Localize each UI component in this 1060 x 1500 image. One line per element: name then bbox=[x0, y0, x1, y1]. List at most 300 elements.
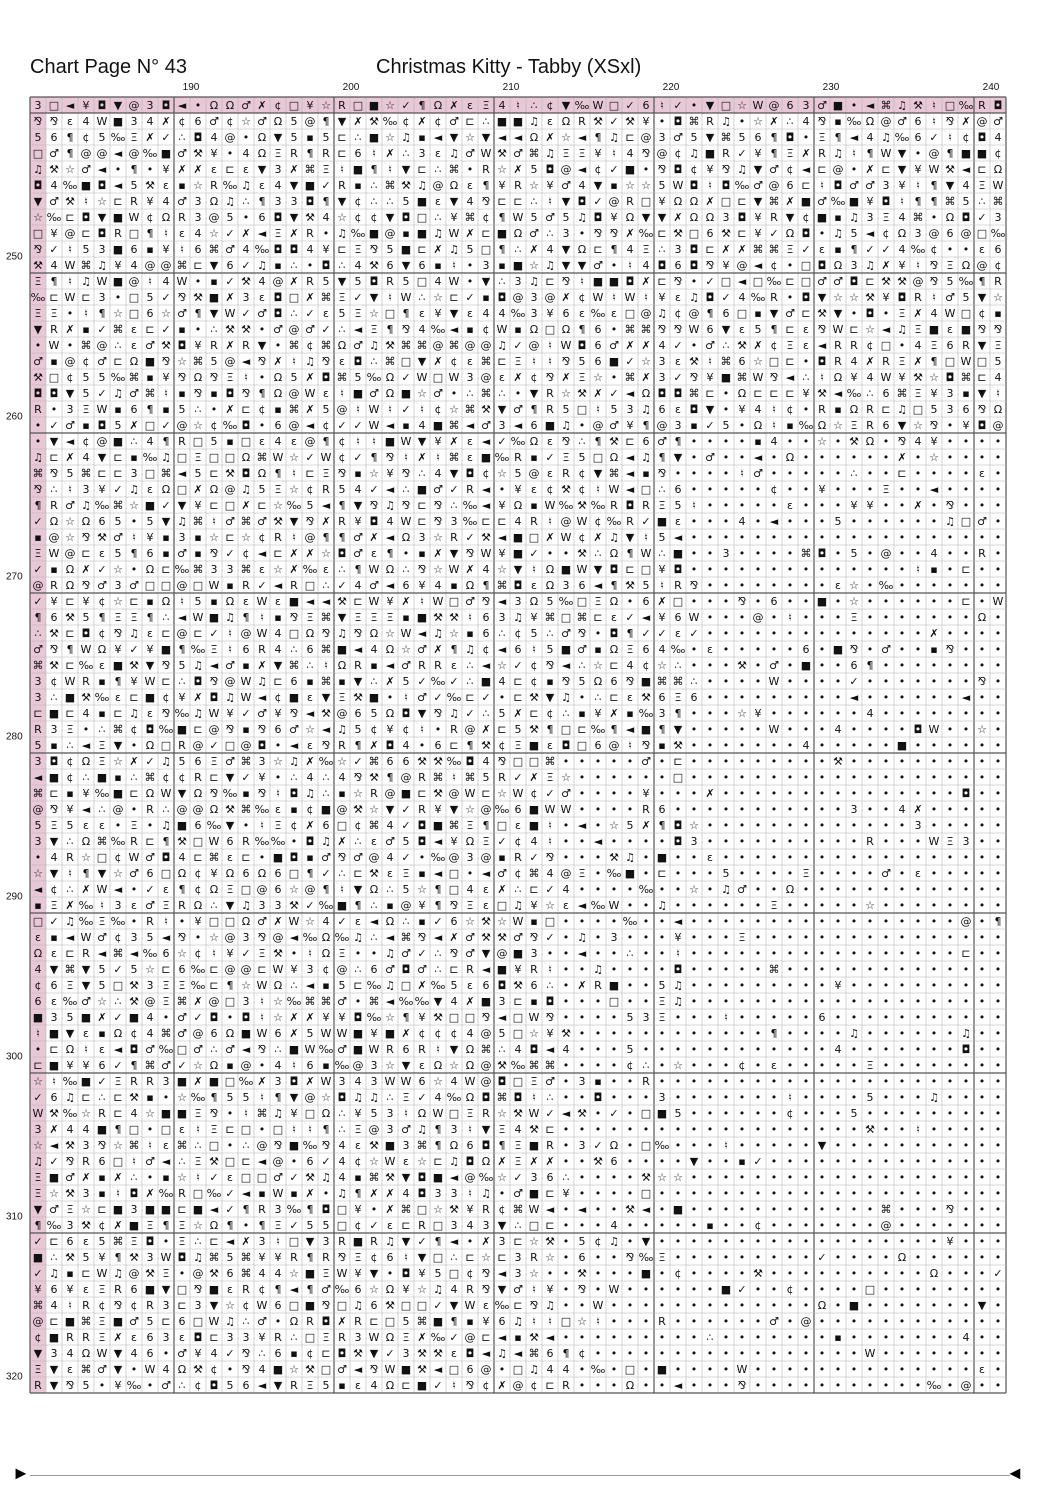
grid-symbol: ¶ bbox=[323, 883, 330, 896]
grid-symbol: @ bbox=[737, 259, 748, 272]
grid-symbol: ☆ bbox=[449, 627, 459, 640]
grid-symbol: ☆ bbox=[225, 1299, 235, 1312]
grid-symbol: R bbox=[546, 1139, 554, 1152]
grid-symbol: ▼ bbox=[706, 403, 715, 416]
grid-symbol: Ω bbox=[226, 595, 234, 608]
grid-symbol: @ bbox=[545, 291, 556, 304]
grid-symbol: • bbox=[403, 547, 410, 560]
grid-symbol: • bbox=[867, 691, 874, 704]
grid-symbol: Ξ bbox=[339, 291, 346, 304]
grid-symbol: Ξ bbox=[99, 1331, 106, 1344]
grid-symbol: ✗ bbox=[353, 115, 362, 128]
grid-symbol: ¢ bbox=[547, 483, 554, 496]
grid-symbol: • bbox=[611, 1171, 618, 1184]
grid-symbol: ♂ bbox=[433, 483, 443, 496]
grid-symbol: ▪ bbox=[210, 275, 217, 288]
grid-symbol: □ bbox=[129, 307, 139, 320]
grid-symbol: 3 bbox=[451, 1219, 458, 1232]
grid-symbol: ♂ bbox=[113, 531, 123, 544]
grid-symbol: • bbox=[931, 595, 938, 608]
grid-symbol: • bbox=[787, 787, 794, 800]
grid-symbol: • bbox=[963, 435, 970, 448]
grid-symbol: • bbox=[963, 979, 970, 992]
grid-symbol: Ω bbox=[386, 1379, 394, 1392]
grid-symbol: ◘ bbox=[242, 419, 251, 432]
grid-symbol: • bbox=[371, 947, 378, 960]
grid-symbol: ■ bbox=[273, 1363, 283, 1376]
grid-symbol: ε bbox=[707, 851, 713, 864]
grid-symbol: ¥ bbox=[83, 595, 90, 608]
grid-symbol: ⊏ bbox=[849, 323, 858, 336]
grid-symbol: ✓ bbox=[289, 1219, 298, 1232]
grid-symbol: • bbox=[979, 1267, 986, 1280]
grid-symbol: ⊏ bbox=[977, 371, 986, 384]
grid-symbol: • bbox=[691, 1299, 698, 1312]
grid-symbol: ¥ bbox=[659, 195, 666, 208]
grid-symbol: • bbox=[851, 531, 858, 544]
grid-symbol: • bbox=[35, 435, 42, 448]
grid-symbol: • bbox=[275, 771, 282, 784]
grid-symbol: ⊏ bbox=[801, 307, 810, 320]
grid-symbol: ¥ bbox=[547, 307, 554, 320]
grid-symbol: □ bbox=[145, 419, 155, 432]
grid-symbol: @ bbox=[481, 1059, 492, 1072]
grid-symbol: ♫ bbox=[513, 899, 523, 912]
grid-symbol: 3 bbox=[131, 931, 138, 944]
grid-symbol: • bbox=[931, 755, 938, 768]
grid-symbol: ■ bbox=[161, 147, 171, 160]
grid-symbol: 6 bbox=[243, 867, 250, 880]
grid-symbol: • bbox=[819, 1107, 826, 1120]
grid-symbol: ✗ bbox=[529, 1155, 538, 1168]
grid-symbol: • bbox=[691, 1203, 698, 1216]
grid-symbol: ⅋ bbox=[738, 1379, 747, 1392]
grid-symbol: • bbox=[707, 1091, 714, 1104]
grid-symbol: ✓ bbox=[33, 1267, 42, 1280]
grid-symbol: • bbox=[803, 1187, 810, 1200]
grid-symbol: ✗ bbox=[65, 899, 74, 912]
grid-symbol: • bbox=[691, 1091, 698, 1104]
grid-symbol: ♫ bbox=[497, 1347, 507, 1360]
grid-symbol: ◘ bbox=[306, 195, 315, 208]
grid-symbol: ☆ bbox=[529, 259, 539, 272]
grid-symbol: ▪ bbox=[178, 387, 185, 400]
grid-symbol: • bbox=[803, 1091, 810, 1104]
grid-symbol: ‰ bbox=[927, 1379, 942, 1392]
grid-symbol: 6 bbox=[403, 1043, 410, 1056]
grid-symbol: □ bbox=[449, 867, 459, 880]
grid-symbol: ▼ bbox=[402, 1059, 411, 1072]
grid-symbol: • bbox=[707, 483, 714, 496]
grid-symbol: 4 bbox=[371, 1379, 378, 1392]
grid-symbol: • bbox=[723, 451, 730, 464]
grid-symbol: ¶ bbox=[307, 1283, 314, 1296]
grid-symbol: 3 bbox=[35, 675, 42, 688]
grid-symbol: • bbox=[723, 995, 730, 1008]
grid-symbol: ⅋ bbox=[850, 643, 859, 656]
grid-symbol: 4 bbox=[323, 211, 330, 224]
grid-symbol: ✗ bbox=[81, 883, 90, 896]
grid-symbol: ♮ bbox=[548, 835, 552, 848]
grid-symbol: 3 bbox=[243, 931, 250, 944]
grid-symbol: ¢ bbox=[867, 339, 874, 352]
grid-symbol: • bbox=[883, 739, 890, 752]
grid-symbol: ◘ bbox=[834, 179, 843, 192]
grid-symbol: • bbox=[851, 995, 858, 1008]
grid-symbol: @ bbox=[401, 771, 412, 784]
grid-symbol: ♮ bbox=[948, 131, 952, 144]
grid-symbol: ⚒ bbox=[145, 1267, 155, 1280]
grid-symbol: • bbox=[771, 1267, 778, 1280]
grid-symbol: ¶ bbox=[771, 147, 778, 160]
grid-symbol: @ bbox=[209, 723, 220, 736]
grid-symbol: Ω bbox=[786, 451, 794, 464]
grid-symbol: @ bbox=[385, 227, 396, 240]
grid-symbol: • bbox=[595, 1203, 602, 1216]
grid-symbol: • bbox=[611, 1347, 618, 1360]
grid-symbol: • bbox=[755, 1283, 762, 1296]
grid-symbol: • bbox=[563, 947, 570, 960]
grid-symbol: @ bbox=[881, 1219, 892, 1232]
grid-symbol: ∴ bbox=[467, 387, 474, 400]
grid-symbol: Ξ bbox=[179, 979, 186, 992]
grid-symbol: ◘ bbox=[674, 115, 683, 128]
grid-symbol: □ bbox=[353, 99, 363, 112]
grid-symbol: ✗ bbox=[417, 1331, 426, 1344]
grid-symbol: • bbox=[787, 435, 794, 448]
grid-symbol: • bbox=[787, 1027, 794, 1040]
grid-symbol: • bbox=[883, 451, 890, 464]
grid-symbol: ¶ bbox=[211, 1091, 218, 1104]
grid-symbol: • bbox=[867, 723, 874, 736]
grid-symbol: • bbox=[787, 531, 794, 544]
grid-symbol: 5 bbox=[291, 371, 298, 384]
grid-symbol: ⌘ bbox=[609, 467, 620, 480]
grid-symbol: • bbox=[787, 1043, 794, 1056]
grid-symbol: ◘ bbox=[386, 739, 395, 752]
grid-symbol: ⅋ bbox=[946, 115, 955, 128]
grid-symbol: ▪ bbox=[578, 707, 585, 720]
grid-symbol: ✓ bbox=[625, 611, 634, 624]
grid-symbol: ■ bbox=[593, 275, 603, 288]
grid-symbol: • bbox=[899, 1315, 906, 1328]
grid-symbol: • bbox=[771, 1283, 778, 1296]
grid-symbol: 4 bbox=[451, 1075, 458, 1088]
grid-symbol: • bbox=[723, 1155, 730, 1168]
grid-symbol: ¶ bbox=[99, 611, 106, 624]
grid-symbol: 4 bbox=[659, 339, 666, 352]
grid-symbol: ⊏ bbox=[81, 547, 90, 560]
grid-symbol: ⚒ bbox=[449, 611, 459, 624]
grid-symbol: W bbox=[401, 627, 412, 640]
grid-symbol: • bbox=[915, 899, 922, 912]
grid-symbol: R bbox=[594, 979, 602, 992]
grid-symbol: ▼ bbox=[370, 1267, 379, 1280]
grid-symbol: • bbox=[739, 1011, 746, 1024]
grid-symbol: • bbox=[819, 1123, 826, 1136]
grid-symbol: • bbox=[835, 1203, 842, 1216]
grid-symbol: • bbox=[707, 707, 714, 720]
grid-symbol: • bbox=[691, 563, 698, 576]
grid-symbol: • bbox=[819, 1027, 826, 1040]
grid-symbol: ✗ bbox=[401, 595, 410, 608]
grid-symbol: • bbox=[691, 707, 698, 720]
grid-symbol: ▼ bbox=[50, 867, 59, 880]
grid-symbol: 5 bbox=[355, 275, 362, 288]
grid-symbol: Ω bbox=[226, 1027, 234, 1040]
grid-symbol: ∴ bbox=[179, 1379, 186, 1392]
grid-symbol: ♂ bbox=[129, 867, 139, 880]
grid-symbol: • bbox=[835, 899, 842, 912]
grid-symbol: • bbox=[851, 787, 858, 800]
grid-symbol: @ bbox=[289, 387, 300, 400]
grid-symbol: ‰ bbox=[591, 307, 606, 320]
grid-symbol: • bbox=[771, 1043, 778, 1056]
grid-symbol: R bbox=[66, 851, 74, 864]
grid-symbol: ‰ bbox=[303, 931, 318, 944]
grid-symbol: 6 bbox=[819, 1011, 826, 1024]
grid-symbol: ♫ bbox=[833, 147, 843, 160]
grid-symbol: ■ bbox=[657, 515, 667, 528]
grid-symbol: ♫ bbox=[897, 403, 907, 416]
grid-symbol: ⌘ bbox=[721, 355, 732, 368]
grid-symbol: Ξ bbox=[99, 739, 106, 752]
grid-symbol: @ bbox=[881, 115, 892, 128]
grid-symbol: ¥ bbox=[547, 1283, 554, 1296]
grid-symbol: □ bbox=[449, 1363, 459, 1376]
grid-symbol: Ω bbox=[626, 1379, 634, 1392]
grid-symbol: • bbox=[867, 979, 874, 992]
grid-symbol: ∴ bbox=[51, 1251, 58, 1264]
grid-symbol: 6 bbox=[275, 723, 282, 736]
grid-symbol: ⚒ bbox=[449, 1203, 459, 1216]
grid-symbol: • bbox=[819, 1347, 826, 1360]
grid-symbol: ✗ bbox=[305, 1187, 314, 1200]
grid-symbol: ⊏ bbox=[753, 387, 762, 400]
grid-symbol: ■ bbox=[929, 323, 939, 336]
grid-symbol: ¢ bbox=[323, 963, 330, 976]
grid-symbol: • bbox=[867, 995, 874, 1008]
grid-symbol: ♮ bbox=[420, 403, 424, 416]
grid-symbol: ▪ bbox=[466, 627, 473, 640]
grid-symbol: ✓ bbox=[657, 627, 666, 640]
grid-symbol: • bbox=[707, 1075, 714, 1088]
grid-symbol: ⊏ bbox=[353, 979, 362, 992]
grid-symbol: ✓ bbox=[337, 579, 346, 592]
grid-symbol: Ξ bbox=[371, 611, 378, 624]
grid-symbol: W bbox=[993, 179, 1004, 192]
grid-symbol: • bbox=[563, 1219, 570, 1232]
grid-symbol: 6 bbox=[291, 675, 298, 688]
grid-symbol: • bbox=[787, 515, 794, 528]
grid-symbol: • bbox=[739, 1203, 746, 1216]
grid-symbol: ◄ bbox=[642, 611, 651, 624]
grid-symbol: • bbox=[851, 1203, 858, 1216]
grid-symbol: Ω bbox=[610, 1139, 618, 1152]
grid-symbol: ⚒ bbox=[433, 611, 443, 624]
grid-symbol: R bbox=[306, 227, 314, 240]
grid-symbol: ‰ bbox=[431, 675, 446, 688]
grid-symbol: • bbox=[819, 1075, 826, 1088]
grid-symbol: @ bbox=[145, 259, 156, 272]
grid-symbol: W bbox=[385, 1075, 396, 1088]
grid-symbol: R bbox=[914, 291, 922, 304]
grid-symbol: ¶ bbox=[835, 131, 842, 144]
column-number: 200 bbox=[343, 82, 360, 93]
grid-symbol: ⅋ bbox=[114, 1299, 123, 1312]
grid-symbol: ▼ bbox=[178, 499, 187, 512]
grid-symbol: 6 bbox=[275, 883, 282, 896]
grid-symbol: ‰ bbox=[399, 995, 414, 1008]
row-number: 320 bbox=[6, 1372, 23, 1383]
grid-symbol: • bbox=[787, 1155, 794, 1168]
grid-symbol: ⌘ bbox=[881, 99, 892, 112]
grid-symbol: ∴ bbox=[787, 115, 794, 128]
grid-symbol: ε bbox=[115, 691, 121, 704]
grid-symbol: 3 bbox=[355, 1331, 362, 1344]
grid-symbol: Ω bbox=[274, 371, 282, 384]
grid-symbol: • bbox=[915, 1107, 922, 1120]
grid-symbol: □ bbox=[417, 275, 427, 288]
grid-symbol: ♫ bbox=[385, 947, 395, 960]
grid-symbol: ⊏ bbox=[705, 243, 714, 256]
grid-symbol: ⚒ bbox=[49, 163, 59, 176]
grid-symbol: • bbox=[787, 995, 794, 1008]
grid-symbol: • bbox=[867, 1251, 874, 1264]
grid-symbol: • bbox=[883, 691, 890, 704]
grid-symbol: • bbox=[739, 1043, 746, 1056]
grid-symbol: ¥ bbox=[163, 243, 170, 256]
grid-symbol: ✗ bbox=[737, 243, 746, 256]
grid-symbol: ¢ bbox=[131, 1299, 138, 1312]
grid-symbol: 6 bbox=[611, 1155, 618, 1168]
grid-symbol: ⌘ bbox=[545, 1059, 556, 1072]
grid-symbol: Ξ bbox=[355, 611, 362, 624]
grid-symbol: 5 bbox=[451, 979, 458, 992]
grid-symbol: ▪ bbox=[626, 707, 633, 720]
grid-symbol: ■ bbox=[49, 1331, 59, 1344]
grid-symbol: • bbox=[851, 627, 858, 640]
grid-symbol: • bbox=[803, 531, 810, 544]
grid-symbol: • bbox=[883, 979, 890, 992]
grid-symbol: R bbox=[770, 211, 778, 224]
grid-symbol: • bbox=[723, 755, 730, 768]
grid-symbol: □ bbox=[801, 259, 811, 272]
grid-symbol: □ bbox=[177, 483, 187, 496]
grid-symbol: • bbox=[563, 1011, 570, 1024]
grid-symbol: ε bbox=[307, 691, 313, 704]
grid-symbol: • bbox=[995, 451, 1002, 464]
column-number: 240 bbox=[983, 82, 1000, 93]
grid-symbol: ♂ bbox=[145, 899, 155, 912]
grid-symbol: 6 bbox=[179, 963, 186, 976]
grid-symbol: □ bbox=[465, 1011, 475, 1024]
grid-symbol: • bbox=[867, 755, 874, 768]
grid-symbol: □ bbox=[625, 1363, 635, 1376]
grid-symbol: W bbox=[97, 115, 108, 128]
grid-symbol: ✗ bbox=[289, 547, 298, 560]
grid-symbol: Ξ bbox=[275, 1219, 282, 1232]
grid-symbol: ¥ bbox=[963, 419, 970, 432]
grid-symbol: ¢ bbox=[483, 323, 490, 336]
grid-symbol: ◄ bbox=[258, 691, 267, 704]
grid-symbol: R bbox=[338, 1331, 346, 1344]
grid-symbol: ¶ bbox=[947, 147, 954, 160]
grid-symbol: • bbox=[547, 947, 554, 960]
grid-symbol: ∴ bbox=[195, 403, 202, 416]
grid-symbol: • bbox=[595, 1219, 602, 1232]
grid-symbol: ✓ bbox=[881, 243, 890, 256]
grid-symbol: ♂ bbox=[577, 643, 587, 656]
grid-symbol: ♂ bbox=[225, 243, 235, 256]
grid-symbol: W bbox=[97, 403, 108, 416]
grid-symbol: • bbox=[707, 803, 714, 816]
grid-symbol: Ξ bbox=[515, 1139, 522, 1152]
grid-symbol: • bbox=[803, 1011, 810, 1024]
grid-symbol: • bbox=[931, 899, 938, 912]
grid-symbol: ■ bbox=[609, 355, 619, 368]
grid-symbol: ✓ bbox=[209, 739, 218, 752]
grid-symbol: W bbox=[49, 339, 60, 352]
grid-symbol: R bbox=[978, 547, 986, 560]
grid-symbol: • bbox=[563, 963, 570, 976]
grid-symbol: • bbox=[915, 1267, 922, 1280]
grid-symbol: ⊏ bbox=[625, 131, 634, 144]
grid-symbol: 3 bbox=[227, 1331, 234, 1344]
grid-symbol: Ξ bbox=[579, 147, 586, 160]
grid-symbol: ∴ bbox=[579, 659, 586, 672]
grid-symbol: • bbox=[947, 1363, 954, 1376]
grid-symbol: • bbox=[691, 1027, 698, 1040]
grid-symbol: ♮ bbox=[436, 1043, 440, 1056]
grid-symbol: 4 bbox=[339, 1171, 346, 1184]
grid-symbol: • bbox=[979, 1123, 986, 1136]
grid-symbol: □ bbox=[481, 243, 491, 256]
grid-symbol: ⅋ bbox=[34, 243, 43, 256]
grid-symbol: • bbox=[691, 1107, 698, 1120]
grid-symbol: 4 bbox=[563, 1363, 570, 1376]
grid-symbol: R bbox=[962, 339, 970, 352]
grid-symbol: • bbox=[947, 771, 954, 784]
grid-symbol: ◄ bbox=[322, 723, 331, 736]
grid-symbol: ▪ bbox=[50, 931, 57, 944]
grid-symbol: ■ bbox=[33, 1011, 43, 1024]
grid-symbol: ♮ bbox=[340, 163, 344, 176]
grid-symbol: ∴ bbox=[355, 963, 362, 976]
grid-symbol: ✗ bbox=[161, 115, 170, 128]
grid-symbol: ‰ bbox=[79, 899, 94, 912]
grid-symbol: ♂ bbox=[433, 387, 443, 400]
grid-symbol: ⚒ bbox=[129, 995, 139, 1008]
grid-symbol: 3 bbox=[723, 547, 730, 560]
grid-symbol: • bbox=[915, 915, 922, 928]
grid-symbol: 4 bbox=[275, 643, 282, 656]
grid-symbol: ◘ bbox=[674, 563, 683, 576]
grid-symbol: ◄ bbox=[498, 131, 507, 144]
grid-symbol: • bbox=[979, 1283, 986, 1296]
grid-symbol: 3 bbox=[915, 227, 922, 240]
grid-symbol: ⊏ bbox=[65, 627, 74, 640]
grid-symbol: ‰ bbox=[895, 131, 910, 144]
grid-symbol: ⊏ bbox=[145, 835, 154, 848]
grid-symbol: ☆ bbox=[113, 755, 123, 768]
grid-symbol: ⅋ bbox=[370, 1363, 379, 1376]
grid-symbol: • bbox=[707, 1187, 714, 1200]
row-number: 290 bbox=[6, 892, 23, 903]
grid-symbol: ♫ bbox=[513, 1315, 523, 1328]
grid-symbol: 3 bbox=[467, 851, 474, 864]
grid-symbol: Ω bbox=[482, 1155, 490, 1168]
